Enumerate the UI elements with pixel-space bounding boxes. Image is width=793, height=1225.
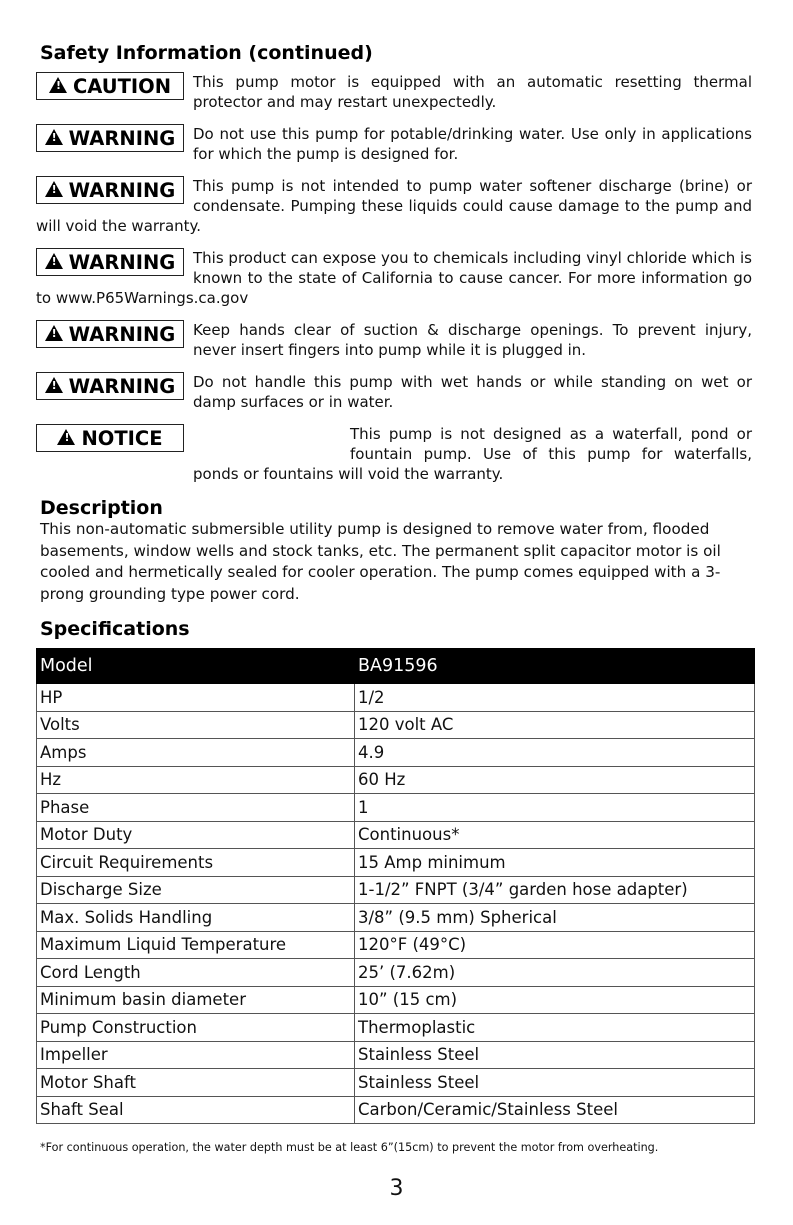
table-row: [37, 931, 755, 959]
notice-badge: [36, 424, 184, 452]
spec-label: Shaft Seal: [37, 1096, 355, 1124]
spec-value: 120 volt AC: [355, 711, 755, 739]
spec-value: 4.9: [355, 739, 755, 767]
table-row: [37, 821, 755, 849]
notice-text: This pump is not intended to pump water softener discharge (brine) or condensate. Pumping these liquids could cause damage to the pump and will void the warranty.: [36, 177, 752, 235]
warning-triangle-icon: [45, 253, 63, 269]
spec-value: 10” (15 cm): [355, 986, 755, 1014]
badge-label: WARNING: [68, 374, 176, 398]
table-row: [37, 766, 755, 794]
spec-value: 1: [355, 794, 755, 822]
notice-text: Do not use this pump for potable/drinking water. Use only in applications for which the pump is designed for.: [193, 125, 752, 163]
table-row: [37, 739, 755, 767]
warning-triangle-icon: [45, 129, 63, 145]
spec-label: Discharge Size: [37, 876, 355, 904]
spec-value: Carbon/Ceramic/Stainless Steel: [355, 1096, 755, 1124]
spec-label: HP: [37, 684, 355, 712]
notice-waterfall: [36, 424, 752, 484]
table-row: [37, 1096, 755, 1124]
notice-text: This product can expose you to chemicals including vinyl chloride which is known to the state of California to cause cancer. For more information go to www.P65Warnings.ca.gov: [36, 249, 752, 307]
warning-triangle-icon: [49, 77, 67, 93]
spec-value: Stainless Steel: [355, 1069, 755, 1097]
spec-label: Circuit Requirements: [37, 849, 355, 877]
table-row: [37, 876, 755, 904]
badge-label: WARNING: [68, 250, 176, 274]
column-label: Model: [37, 649, 355, 684]
warning-notice-p65: [36, 248, 752, 308]
description-heading: Description: [40, 497, 163, 519]
table-row: [37, 1014, 755, 1042]
warning-badge: [36, 248, 184, 276]
table-row: [37, 1041, 755, 1069]
table-row: [37, 986, 755, 1014]
spec-value: 1-1/2” FNPT (3/4” garden hose adapter): [355, 876, 755, 904]
warning-notice-wet: [36, 372, 752, 412]
spec-value: 3/8” (9.5 mm) Spherical: [355, 904, 755, 932]
table-row: [37, 849, 755, 877]
table-row: [37, 1069, 755, 1097]
spec-value: Continuous*: [355, 821, 755, 849]
table-row: [37, 711, 755, 739]
badge-label: NOTICE: [81, 426, 163, 450]
spec-label: Minimum basin diameter: [37, 986, 355, 1014]
column-value: BA91596: [355, 649, 755, 684]
caution-badge: [36, 72, 184, 100]
description-text: This non-automatic submersible utility pump is designed to remove water from, flooded basements, window wells and stock tanks, etc. The permanent split capacitor motor is oil cooled and hermetically sealed for cooler operation. The pump comes equipped with a 3-prong grounding type power cord.: [40, 520, 721, 603]
badge-label: CAUTION: [72, 74, 172, 98]
badge-label: WARNING: [68, 126, 176, 150]
notice-text: Keep hands clear of suction & discharge openings. To prevent injury, never insert fingers into pump while it is plugged in.: [193, 321, 752, 359]
warning-notice-potable: [36, 124, 752, 164]
spec-value: 60 Hz: [355, 766, 755, 794]
spec-label: Volts: [37, 711, 355, 739]
warning-notice-brine: [36, 176, 752, 236]
table-header-row: [37, 649, 755, 684]
table-row: [37, 684, 755, 712]
warning-badge: [36, 372, 184, 400]
notice-text: This pump is not designed as a waterfall, pond or fountain pump. Use of this pump for waterfalls, ponds or fountains will void the warranty.: [193, 425, 752, 483]
spec-label: Motor Duty: [37, 821, 355, 849]
warning-notice-hands: [36, 320, 752, 360]
warning-triangle-icon: [45, 181, 63, 197]
notice-text: This pump motor is equipped with an automatic resetting thermal protector and may restart unexpectedly.: [193, 73, 752, 111]
spec-label: Max. Solids Handling: [37, 904, 355, 932]
table-row: [37, 959, 755, 987]
badge-label: WARNING: [68, 322, 176, 346]
spec-label: Impeller: [37, 1041, 355, 1069]
caution-notice: [36, 72, 752, 112]
spec-value: Thermoplastic: [355, 1014, 755, 1042]
warning-badge: [36, 320, 184, 348]
spec-value: Stainless Steel: [355, 1041, 755, 1069]
spec-label: Maximum Liquid Temperature: [37, 931, 355, 959]
specifications-table: [36, 648, 755, 1124]
spec-label: Pump Construction: [37, 1014, 355, 1042]
spec-label: Cord Length: [37, 959, 355, 987]
safety-heading: Safety Information (continued): [40, 42, 373, 64]
spec-value: 1/2: [355, 684, 755, 712]
table-row: [37, 904, 755, 932]
notice-text: Do not handle this pump with wet hands or while standing on wet or damp surfaces or in water.: [193, 373, 752, 411]
footnote: *For continuous operation, the water depth must be at least 6”(15cm) to prevent the motor from overheating.: [40, 1141, 659, 1154]
badge-label: WARNING: [68, 178, 176, 202]
page-number: 3: [389, 1176, 404, 1201]
table-row: [37, 794, 755, 822]
spec-value: 120°F (49°C): [355, 931, 755, 959]
warning-badge: [36, 176, 184, 204]
spec-label: Motor Shaft: [37, 1069, 355, 1097]
spec-label: Hz: [37, 766, 355, 794]
specifications-heading: Specifications: [40, 618, 190, 640]
spec-label: Phase: [37, 794, 355, 822]
spec-label: Amps: [37, 739, 355, 767]
spec-value: 25’ (7.62m): [355, 959, 755, 987]
warning-triangle-icon: [45, 325, 63, 341]
spec-value: 15 Amp minimum: [355, 849, 755, 877]
warning-badge: [36, 124, 184, 152]
warning-triangle-icon: [57, 429, 75, 445]
warning-triangle-icon: [45, 377, 63, 393]
